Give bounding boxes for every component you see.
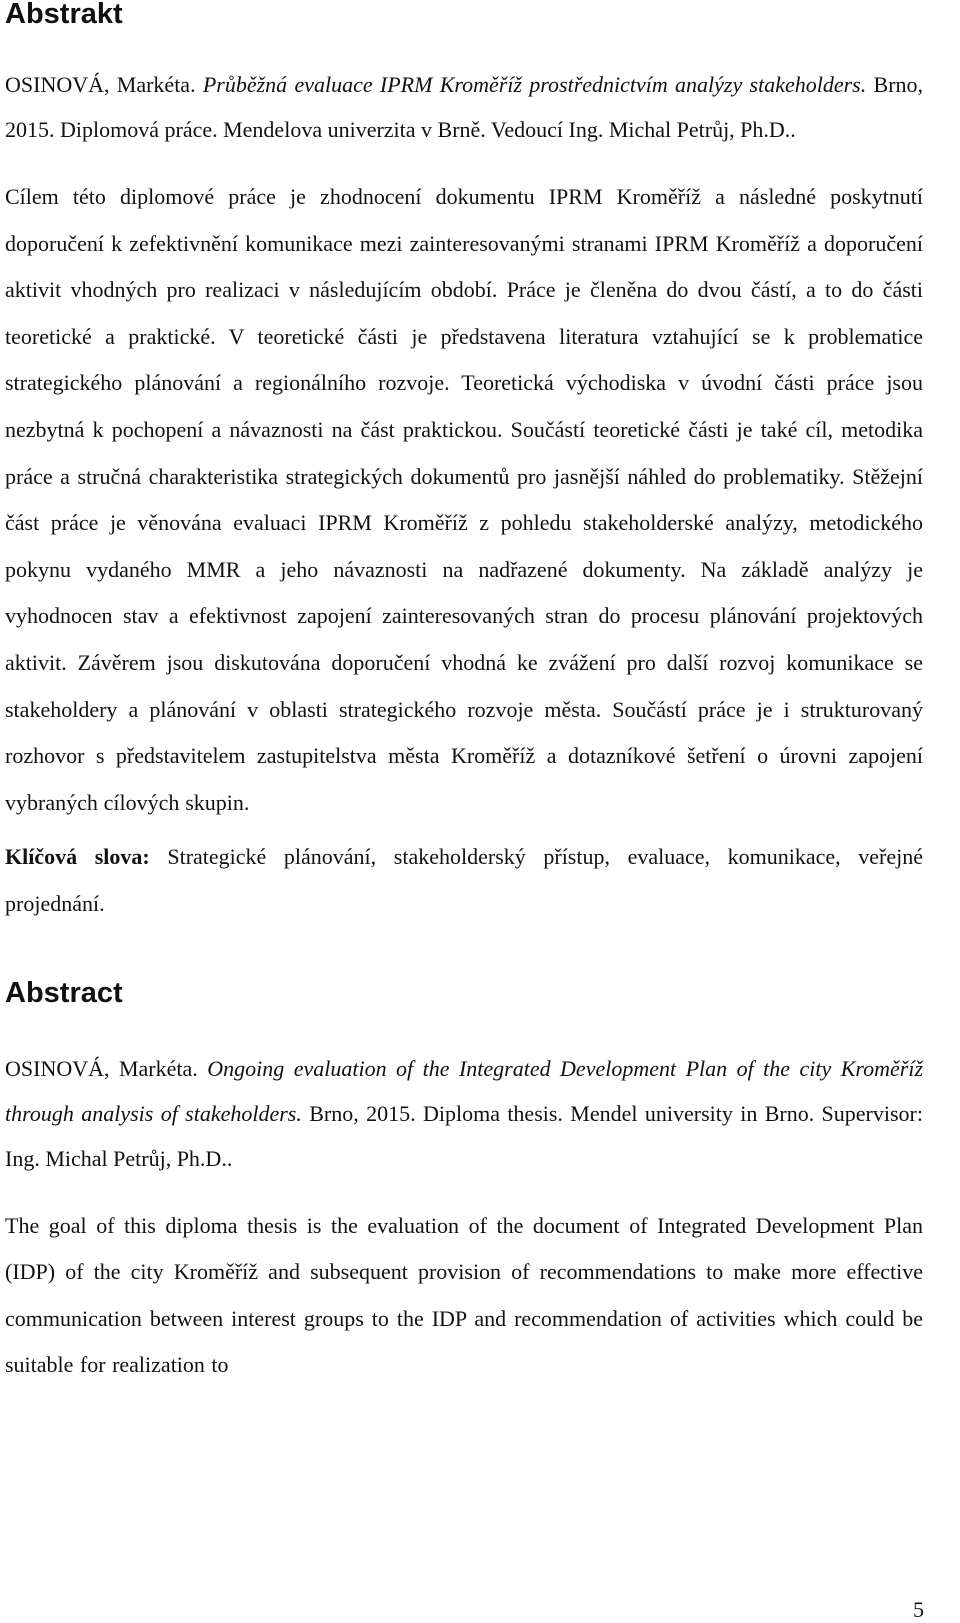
abstrakt-body: Cílem této diplomové práce je zhodnocení dokumentu IPRM Kroměříž a následné poskytnutí doporučení k zefektivnění komunikace mezi zainteresovanými stranami IPRM Kroměříž a doporučení aktivit vhodných pro realizaci v následujícím období. Práce je členěna do dvou částí, a to do části teoretické a praktické. V teoretické části je představena literatura vztahující se k problematice strategického plánování a regionálního rozvoje. Teoretická východiska v úvodní části práce jsou nezbytná k pochopení a návaznosti na část praktickou. Součástí teoretické části je také cíl, metodika práce a stručná charakteristika strategických dokumentů pro jasnější náhled do problematiky. Stěžejní část práce je věnována evaluaci IPRM Kroměříž z pohledu stakeholderské analýzy, metodického pokynu vydaného MMR a jeho návaznosti na nadřazené dokumenty. Na základě analýzy je vyhodnocen stav a efektivnost zapojení zainteresovaných stran do procesu plánování projektových aktivit. Závěrem jsou diskutována doporučení vhodná ke zvážení pro další rozvoj komunikace se stakeholdery a plánování v oblasti strategického rozvoje města. Součástí práce je i strukturovaný rozhovor s představitelem zastupitelstva města Kroměříž a dotazníkové šetření o úrovni zapojení vybraných cílových skupin.: [5, 184, 923, 815]
abstract-citation-author: OSINOVÁ, Markéta.: [5, 1055, 198, 1081]
abstract-citation: [5, 1046, 923, 1181]
abstrakt-heading: Abstrakt: [5, 0, 123, 30]
keywords-text: Strategické plánování, stakeholderský přístup, evaluace, komunikace, veřejné projednání.: [5, 844, 924, 916]
abstract-citation-title: Ongoing evaluation of the Integrated Development Plan of the city Kroměříž through analysis of stakeholders.: [5, 1055, 924, 1126]
abstrakt-citation-title: Průběžná evaluace IPRM Kroměříž prostřednictvím analýzy stakeholders.: [202, 72, 867, 97]
abstract-body: The goal of this diploma thesis is the evaluation of the document of Integrated Development Plan (IDP) of the city Kroměříž and subsequent provision of recommendations to make more effective communication between interest groups to the IDP and recommendation of activities which could be suitable for realization to: [5, 1212, 923, 1378]
abstrakt-citation-author: OSINOVÁ, Markéta.: [5, 72, 196, 97]
abstract-heading: Abstract: [5, 976, 123, 1009]
page-number: 5: [913, 1597, 924, 1622]
abstrakt-citation-details: Brno, 2015. Diplomová práce. Mendelova univerzita v Brně. Vedoucí Ing. Michal Petrůj, Ph.D..: [5, 72, 924, 142]
abstract-citation-details: Brno, 2015. Diploma thesis. Mendel university in Brno. Supervisor: Ing. Michal Petrůj, Ph.D..: [5, 1100, 923, 1171]
abstrakt-citation: [5, 62, 923, 152]
keywords-label: Klíčová slova:: [5, 844, 150, 870]
abstrakt-keywords: [5, 834, 923, 927]
document-page: [5, 0, 923, 1389]
